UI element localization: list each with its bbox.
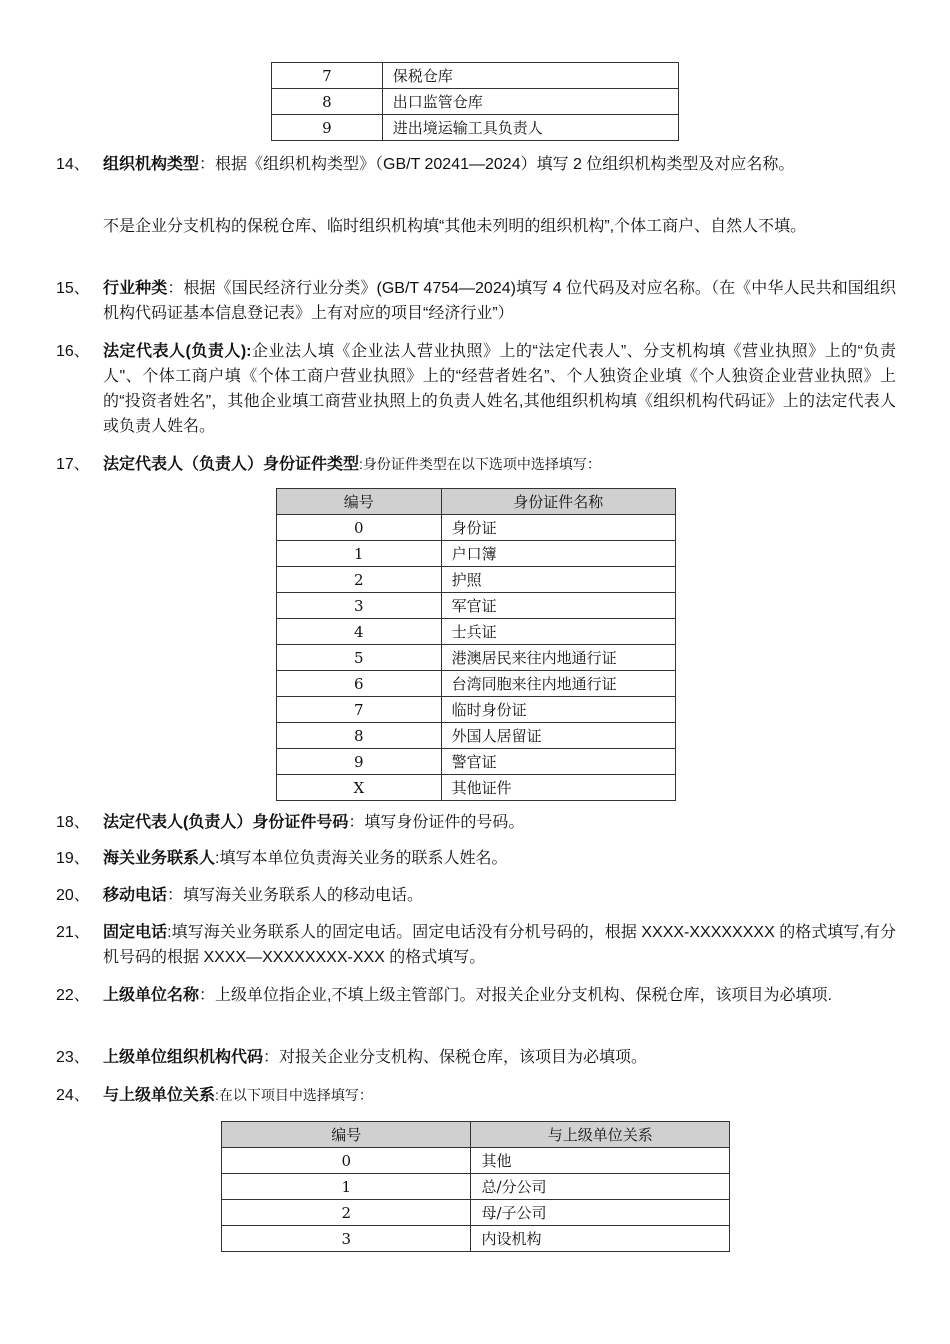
item-label: 与上级单位关系	[103, 1087, 216, 1104]
code-cell: 2	[277, 567, 442, 593]
code-cell: 5	[277, 645, 442, 671]
item-number: 18、	[56, 814, 90, 831]
item-19	[56, 846, 896, 871]
item-number: 16、	[56, 343, 90, 360]
name-cell: 军官证	[441, 593, 675, 619]
code-cell: 8	[272, 89, 383, 115]
code-cell: 4	[277, 619, 442, 645]
item-label: 行业种类	[103, 280, 168, 297]
item-number: 20、	[56, 887, 90, 904]
item-text: :身份证件类型在以下选项中选择填写：	[359, 456, 601, 472]
item-text: ：上级单位指企业,不填上级主管部门。对报关企业分支机构、保税仓库，该项目为必填项.	[199, 987, 832, 1004]
table-row	[222, 1200, 730, 1226]
relation-table	[221, 1121, 730, 1252]
org-type-table-tail	[271, 62, 679, 141]
item-number: 15、	[56, 280, 90, 297]
item-20	[56, 883, 896, 908]
name-cell: 出口监管仓库	[382, 89, 678, 115]
name-cell: 总/分公司	[471, 1174, 730, 1200]
code-cell: 8	[277, 723, 442, 749]
code-cell: 7	[272, 63, 383, 89]
id-type-table	[276, 488, 676, 801]
item-text: ：根据《组织机构类型》（GB/T 20241—2024）填写 2 位组织机构类型及对应名称。	[199, 156, 795, 173]
item-number: 19、	[56, 850, 90, 867]
item-text: :填写海关业务联系人的固定电话。固定电话没有分机号码的，根据 XXXX-XXXXXXXX 的格式填写,有分机号码的根据 XXXX—XXXXXXXX-XXX 的格式填写。	[103, 924, 896, 966]
item-15	[56, 276, 896, 326]
table-row	[272, 115, 679, 141]
table-row	[277, 723, 676, 749]
table-row	[222, 1174, 730, 1200]
item-label: 组织机构类型	[103, 156, 200, 173]
name-cell: 警官证	[441, 749, 675, 775]
code-cell: 0	[277, 515, 442, 541]
item-number: 21、	[56, 924, 90, 941]
item-label: 海关业务联系人	[103, 850, 216, 867]
name-cell: 外国人居留证	[441, 723, 675, 749]
item-text: 企业法人填《企业法人营业执照》上的“法定代表人”、分支机构填《营业执照》上的“负责人"、个体工商户填《个体工商户营业执照》上的“经营者姓名”、个人独资企业填《个人独资企业营业执照》上的“投资者姓名”，其他企业填工商营业执照上的负责人姓名,其他组织机构填《组织机构代码证》上的法定代表人或负责人姓名。	[103, 343, 896, 435]
table-row	[277, 515, 676, 541]
code-cell: 9	[277, 749, 442, 775]
header-name: 身份证件名称	[441, 489, 675, 515]
table-row	[272, 89, 679, 115]
item-18	[56, 810, 896, 835]
item-text: :填写本单位负责海关业务的联系人姓名。	[215, 850, 508, 867]
header-code: 编号	[222, 1122, 471, 1148]
code-cell: 2	[222, 1200, 471, 1226]
item-label: 法定代表人(负责人）身份证件号码	[103, 814, 349, 831]
name-cell: 进出境运输工具负责人	[382, 115, 678, 141]
name-cell: 其他	[471, 1148, 730, 1174]
item-number: 14、	[56, 156, 90, 173]
code-cell: 3	[222, 1226, 471, 1252]
name-cell: 士兵证	[441, 619, 675, 645]
table-row	[277, 697, 676, 723]
item-number: 24、	[56, 1087, 90, 1104]
item-23	[56, 1045, 896, 1070]
table-row	[277, 567, 676, 593]
item-number: 23、	[56, 1049, 90, 1066]
item-text: ：填写海关业务联系人的移动电话。	[167, 887, 424, 904]
name-cell: 其他证件	[441, 775, 675, 801]
name-cell: 身份证	[441, 515, 675, 541]
name-cell: 台湾同胞来往内地通行证	[441, 671, 675, 697]
table-row	[277, 593, 676, 619]
item-label: 法定代表人（负责人）身份证件类型	[103, 456, 360, 473]
item-label: 法定代表人(负责人):	[103, 343, 252, 360]
item-label: 上级单位组织机构代码	[103, 1049, 264, 1066]
table-row	[277, 671, 676, 697]
table-row	[277, 619, 676, 645]
item-text: ：填写身份证件的号码。	[348, 814, 525, 831]
item-number: 22、	[56, 987, 90, 1004]
header-code: 编号	[277, 489, 442, 515]
code-cell: X	[277, 775, 442, 801]
item-17	[56, 452, 896, 477]
name-cell: 护照	[441, 567, 675, 593]
item-16	[56, 339, 896, 439]
table-row	[222, 1148, 730, 1174]
table-header-row	[222, 1122, 730, 1148]
item-number: 17、	[56, 456, 90, 473]
code-cell: 0	[222, 1148, 471, 1174]
table-header-row	[277, 489, 676, 515]
table-row	[277, 541, 676, 567]
table-row	[277, 749, 676, 775]
name-cell: 母/子公司	[471, 1200, 730, 1226]
code-cell: 7	[277, 697, 442, 723]
name-cell: 内设机构	[471, 1226, 730, 1252]
code-cell: 1	[222, 1174, 471, 1200]
item-22	[56, 983, 896, 1008]
name-cell: 港澳居民来往内地通行证	[441, 645, 675, 671]
item-text: ：根据《国民经济行业分类》(GB/T 4754—2024)填写 4 位代码及对应名称。（在《中华人民共和国组织机构代码证基本信息登记表》上有对应的项目“经济行业”）	[103, 280, 896, 322]
item-label: 移动电话	[103, 887, 168, 904]
item-text: ：对报关企业分支机构、保税仓库，该项目为必填项。	[263, 1049, 648, 1066]
table-row	[222, 1226, 730, 1252]
header-name: 与上级单位关系	[471, 1122, 730, 1148]
item-24	[56, 1083, 896, 1108]
code-cell: 3	[277, 593, 442, 619]
item-label: 固定电话	[103, 924, 168, 941]
table-row	[277, 775, 676, 801]
item-21	[56, 920, 896, 970]
code-cell: 6	[277, 671, 442, 697]
code-cell: 1	[277, 541, 442, 567]
name-cell: 临时身份证	[441, 697, 675, 723]
table-row	[277, 645, 676, 671]
item-label: 上级单位名称	[103, 987, 200, 1004]
name-cell: 保税仓库	[382, 63, 678, 89]
item-text: :在以下项目中选择填写：	[215, 1087, 373, 1103]
table-row	[272, 63, 679, 89]
code-cell: 9	[272, 115, 383, 141]
item-14	[56, 152, 896, 177]
item-14-note: 不是企业分支机构的保税仓库、临时组织机构填“其他未列明的组织机构”,个体工商户、自然人不填。	[103, 218, 807, 235]
name-cell: 户口簿	[441, 541, 675, 567]
